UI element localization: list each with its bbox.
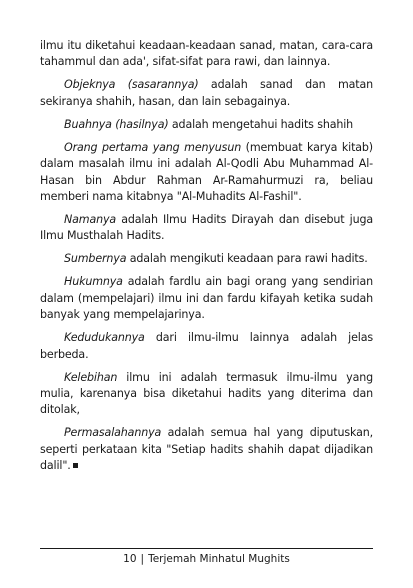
paragraph-text: adalah fardlu ain bagi orang yang sendirian dalam (mempelajari) ilmu ini dan fardu kifayah ketika sudah banyak yang mempelajarinya. [40, 275, 373, 322]
paragraph [40, 425, 373, 474]
paragraph-text: ilmu itu diketahui keadaan-keadaan sanad, matan, cara-cara tahammul dan ada', sifat-sifat para rawi, dan lainnya. [40, 39, 373, 69]
paragraph [40, 274, 373, 323]
paragraph [40, 77, 373, 110]
book-title: Terjemah Minhatul Mughits [148, 553, 290, 565]
paragraph [40, 370, 373, 419]
paragraph-term: Kedudukannya [64, 331, 145, 345]
paragraph-term: Hukumnya [64, 275, 123, 289]
paragraph-term: Orang pertama yang menyusun [64, 140, 242, 154]
paragraph-text: adalah Ilmu Hadits Dirayah dan disebut juga Ilmu Musthalah Hadits. [40, 213, 373, 243]
paragraph-text: adalah mengetahui hadits shahih [168, 117, 354, 131]
paragraph-term: Kelebihan [64, 370, 118, 384]
paragraph-text: adalah mengikuti keadaan para rawi hadits. [126, 252, 368, 266]
paragraph [40, 140, 373, 206]
paragraph-term: Sumbernya [64, 252, 127, 266]
paragraph-term: Buahnya (hasilnya) [64, 117, 169, 131]
paragraph-text: adalah sanad dan matan sekiranya shahih, hasan, dan lain sebagainya. [40, 78, 373, 108]
paragraph [40, 212, 373, 245]
footer-divider [40, 548, 373, 549]
paragraph [40, 117, 373, 133]
footer-separator: | [140, 553, 145, 565]
paragraph-term: Objeknya (sasarannya) [64, 78, 199, 92]
end-of-section-marker-icon [73, 463, 78, 468]
paragraph [40, 251, 373, 267]
paragraph [40, 330, 373, 363]
paragraph-text: dari ilmu-ilmu lainnya adalah jelas berbeda. [40, 331, 373, 361]
paragraph-term: Namanya [64, 213, 117, 227]
paragraph-text: (membuat karya kitab) dalam masalah ilmu ini adalah Al-Qodli Abu Muhammad Al-Hasan bin Abdur Rahman Ar-Ramahurmuzi ra, beliau memberi nama kitabnya "Al-Muhadits Al-Fashil". [40, 140, 373, 204]
body-text [40, 38, 373, 481]
page-number: 10 [123, 553, 137, 565]
paragraph-text: adalah semua hal yang diputuskan, seperti perkataan kita "Setiap hadits shahih dapat dijadikan dalil". [40, 426, 373, 473]
page-footer [40, 553, 373, 565]
paragraph-text: ilmu ini adalah termasuk ilmu-ilmu yang mulia, karenanya bisa diketahui hadits yang diterima dan ditolak, [40, 370, 373, 417]
paragraph-term: Permasalahannya [64, 426, 162, 440]
paragraph [40, 38, 373, 71]
